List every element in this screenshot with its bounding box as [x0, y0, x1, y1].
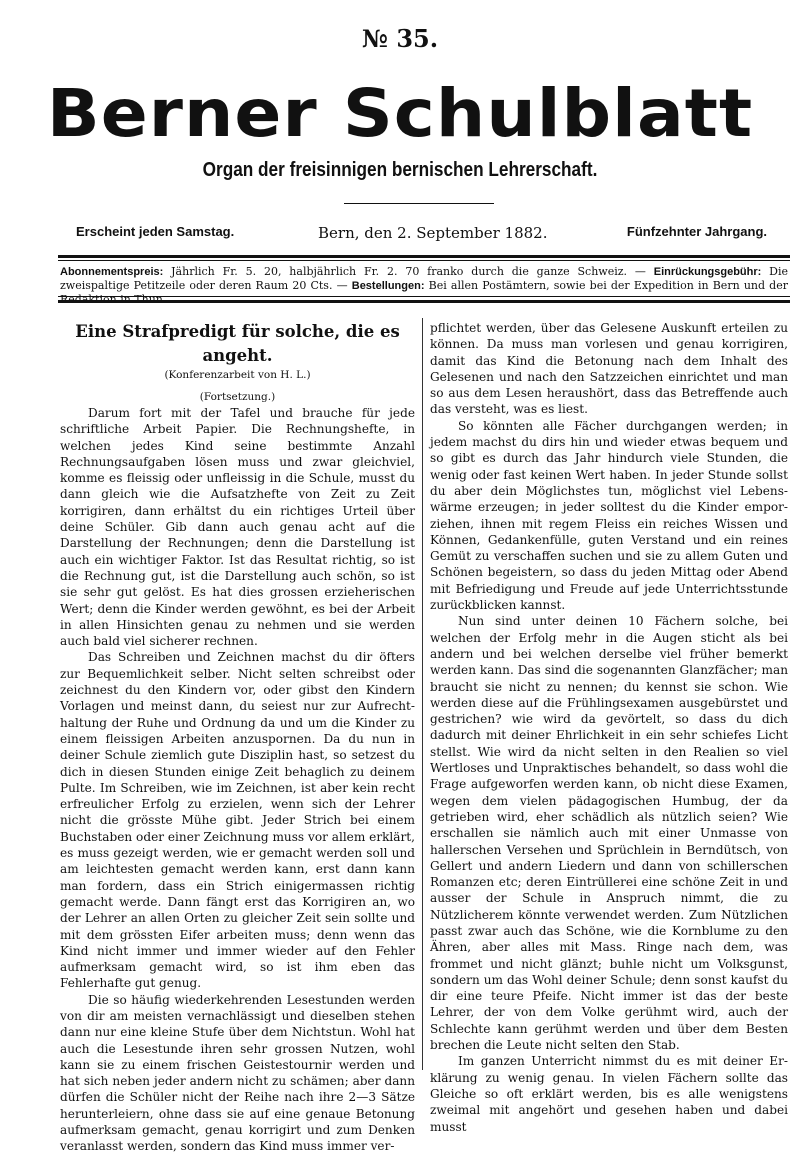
article-paragraph: Das Schreiben und Zeichnen machst du dir öfters zur Bequemlichkeit selber. Nicht selten schreibst oder zeichnest du den Kindern vor, oder gibst den Kindern Vorlagen und meinst dann, du seiest nur zur Aufrechthaltung der Ruhe und Ordnung da und um die Kinder zu einem fleissigen Arbeiten anzuspornen. Da du nun in deiner Schule ziemlich gute Disziplin hast, so setzest du dich in diesen Stunden einige Zeit behaglich zu deinem Pulte. Im Schreiben, wie im Zeichnen, ist aber kein recht erfreulicher Erfolg zu erzielen, wenn sich der Lehrer nicht die grösste Mühe gibt. Jeder Strich bei einem Buchstaben oder einer Zeichnung muss vor allem erklärt, es muss gezeigt werden, wie er gemacht werden soll und am leichtesten gemacht werden kann, erst dann kann man fordern, dass ein Strich einigermassen richtig gemacht werde. Dann fängt erst das Korrigiren an, wo der Lehrer an allen Orten zu gleicher Zeit sein sollte und mit dem grössten Eifer arbeiten muss; denn wenn das Kind nicht immer und immer wieder auf den Fehler aufmerksam gemacht wird, so ist ihm eben das Fehlerhafte gut genug.	[60, 650, 415, 991]
subscription-price-label: Abonnementspreis:	[60, 266, 164, 278]
issue-number: № 35.	[361, 24, 439, 53]
header-rule-thick-bottom	[58, 300, 790, 303]
masthead-subtitle: Organ der freisinnigen bernischen Lehrerschaft.	[202, 159, 598, 181]
article-paragraph: Im ganzen Unterricht nimmst du es mit deiner Erklärung zu wenig genau. In vielen Fächern sollte das Gleiche so oft erklärt werden, bis es alle wenigstens zweimal mit angehört und gesehen haben und dabei musst	[430, 1054, 788, 1134]
masthead-title: Berner Schulblatt	[46, 75, 754, 152]
orders-label: Bestellungen:	[351, 280, 425, 292]
article-paragraph: So könnten alle Fächer durchgangen werden; in jedem machst du dirs hin und wieder etwas bequem und so gibt es durch das Jahr hindurch viele Stunden, die wenig oder fast keinen Wert haben. In jeder Stunde sollst du aber dein Möglichstes tun, möglichst viel Lebenswärme erzeugen; in jeder solltest du die Kinder emporziehen, ihnen mit regem Fleiss ein reiches Wissen und Können, Gedankenfülle, guten Verstand und ein reines Gemüt zu verschaffen suchen und sie zu allem Guten und Schönen begeistern, so dass du jeden Mittag oder Abend mit Befriedigung und Freude auf jede Unterrichtsstunde zurückblicken kannst.	[430, 418, 788, 613]
insertion-fee-label: Einrückungsgebühr:	[653, 266, 762, 278]
article-column-left	[60, 320, 415, 1155]
subscription-price-text: Jährlich Fr. 5. 20, halbjährlich Fr. 2. 70 franko durch die ganze Schweiz. —	[163, 265, 654, 278]
article-paragraph: Die so häufig wiederkehrenden Lesestunden werden von dir am meisten vernachlässigt und dieselben stehen dann nur eine kleine Stufe über dem Nichtstun. Wohl hat auch die Lesestunde ihren sehr grossen Nutzen, wohl kann sie zu einem frischen Geistestournir werden und hat sich neben jeder andern nicht zu schämen; aber dann dürfen die Schüler nicht der Reihe nach ihre 2—3 Sätze herunterleiern, ohne dass sie auf eine genaue Betonung aufmerksam gemacht, genau korrigirt und zum Denken veranlasst werden, sondern das Kind muss immer ver-	[60, 992, 415, 1154]
article-title: Eine Strafpredigt für solche, die es angeht.	[75, 322, 400, 365]
header-rule-thick-top	[58, 255, 790, 258]
article-column-right	[430, 320, 788, 1135]
issue-date: Bern, den 2. September 1882.	[318, 224, 548, 242]
publication-frequency: Erscheint jeden Samstag.	[76, 224, 235, 239]
header-rule-thin-bottom	[58, 296, 790, 297]
volume-year: Fünfzehnter Jahrgang.	[626, 224, 767, 239]
insertion-fee-text: Die zweispaltige Petitzeile oder deren Raum 20 Cts. —	[60, 265, 789, 292]
title-divider	[344, 203, 494, 204]
column-divider	[422, 318, 423, 1070]
article-byline: (Konferenzarbeit von H. L.)	[164, 369, 311, 381]
article-paragraph: Darum fort mit der Tafel und brauche für jede schriftliche Arbeit Papier. Die Rechnungshefte, in welchen jedes Kind seine bestimmte Anzahl Rechnungsaufgaben lösen muss und zwar gleichviel, komme es fleissig oder unfleissig in die Schule, musst du dann gleich wie die Aufsatzhefte von Zeit zu Zeit korrigiren, dann erhältst du ein richtiges Urteil über deine Schüler. Gib dann auch genau acht auf die Darstellung der Rechnungen; denn die Darstellung ist auch ein wichtiger Faktor. Ist das Resultat richtig, so ist die Rechnung gut, ist die Darstellung auch schön, so ist sie sehr gut gelöst. Es hat dies grossen erzieherischen Wert; denn die Kinder werden gewöhnt, es bei der Arbeit in allen Hinsichten genau zu nehmen und sie werden auch bald viel sicherer rechnen.	[60, 406, 415, 649]
orders-text: Bei allen Postämtern, sowie bei der Expedition in Bern und der Redaktion in Thun.	[60, 279, 788, 306]
article-paragraph: Nun sind unter deinen 10 Fächern solche, bei welchen der Erfolg mehr in die Augen sticht als bei andern und bei welchen derselbe viel früher bemerkt werden kann. Das sind die sogenannten Glanzfächer; man braucht sie nicht zu nennen; du kennst sie schon. Wie werden diese auf die Frühlingsexamen ausgebürstet und gestrichen? wie wird da gevörtelt, so dass du dich dadurch mit deiner Ehrlichkeit in ein sehr schiefes Licht stellst. Wie wird da nicht selten in den Realien so viel Wertloses und Unpraktisches behandelt, so dass wohl die Frage aufgeworfen werden kann, ob nicht diese Examen, wegen dem vielen pädagogischen Humbug, der da getrieben wird, eher schädlich als nützlich seien? Wie erschallen sie nämlich auch mit einer Unmasse von hallerschen Versehen und Sprüchlein in Berndütsch, von Gellert und andern Liedern und dann von schillerschen Romanzen etc; deren Eintrüllerei eine schöne Zeit in und ausser der Schule in Anspruch nimmt, die zu Nützlicherem könnte verwendet werden. Zum Nützlichen passt zwar auch das Schöne, wie die Kornblume zu den Ähren, aber alles mit Mass. Ringe nach dem, was frommet und nicht glänzt; buhle nicht um Volksgunst, sondern um das Wohl deiner Schule; denn sonst kaufst du dir eine teure Pfeife. Nicht immer ist das der beste Lehrer, der von dem Volke gerühmt wird, auch der Schlechte kann gerühmt werden und über dem Besten brechen die Leute nicht selten den Stab.	[430, 614, 788, 1053]
article-paragraph: pflichtet werden, über das Gelesene Auskunft erteilen zu können. Da muss man vorlesen und genau korrigiren, damit das Kind die Betonung nach dem Inhalt des Gelesenen und nach den Satzzeichen einrichtet und man so aus dem Lesen heraushört, dass das Betreffende auch das versteht, was es liest.	[430, 321, 788, 417]
header-rule-thin-top	[58, 260, 790, 261]
article-continuation-note: (Fortsetzung.)	[199, 391, 276, 403]
